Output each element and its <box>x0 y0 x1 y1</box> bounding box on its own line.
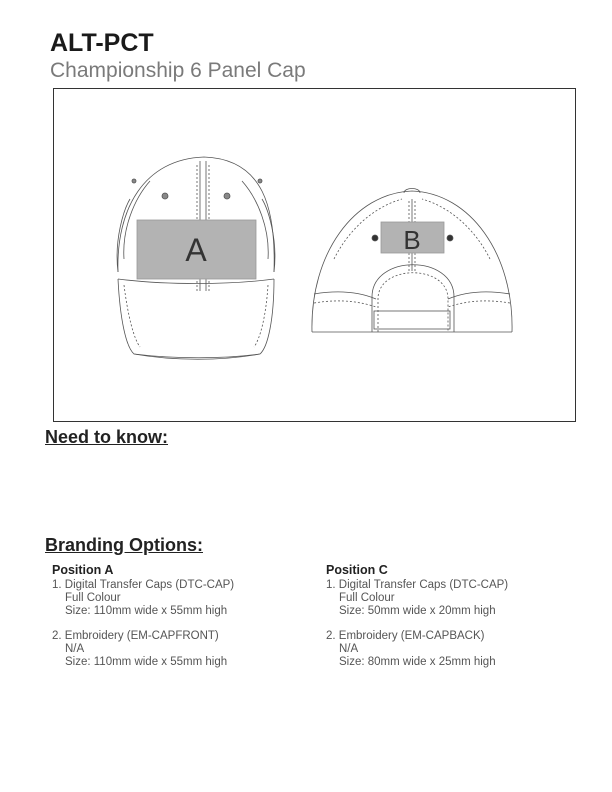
position-c-option-2 <box>326 630 576 669</box>
need-to-know-heading: Need to know: <box>45 427 169 447</box>
option-size: Size: 110mm wide x 55mm high <box>65 656 228 668</box>
position-a-option-2 <box>52 630 302 669</box>
position-c-column <box>326 563 576 681</box>
cap-back-view <box>312 189 512 333</box>
print-area-b-label: B <box>403 225 421 255</box>
option-colour: N/A <box>65 643 85 655</box>
option-name: 2. Embroidery (EM-CAPFRONT) <box>52 630 219 642</box>
cap-illustration <box>54 89 577 423</box>
cap-illustration-frame <box>53 88 576 422</box>
option-name: 1. Digital Transfer Caps (DTC-CAP) <box>326 579 509 591</box>
option-size: Size: 50mm wide x 20mm high <box>339 605 496 617</box>
print-area-a-label: A <box>185 232 207 268</box>
option-size: Size: 80mm wide x 25mm high <box>339 656 496 668</box>
position-c-title: Position C <box>326 563 388 577</box>
product-code: ALT-PCT <box>50 29 154 57</box>
option-name: 1. Digital Transfer Caps (DTC-CAP) <box>52 579 235 591</box>
option-colour: N/A <box>339 643 359 655</box>
option-size: Size: 110mm wide x 55mm high <box>65 605 228 617</box>
option-name: 2. Embroidery (EM-CAPBACK) <box>326 630 485 642</box>
option-colour: Full Colour <box>65 592 121 604</box>
branding-options-heading: Branding Options: <box>45 535 203 555</box>
product-name: Championship 6 Panel Cap <box>50 59 306 82</box>
option-colour: Full Colour <box>339 592 395 604</box>
position-a-column <box>52 563 302 681</box>
position-c-option-1 <box>326 579 576 618</box>
position-a-option-1 <box>52 579 302 618</box>
position-a-title: Position A <box>52 563 114 577</box>
